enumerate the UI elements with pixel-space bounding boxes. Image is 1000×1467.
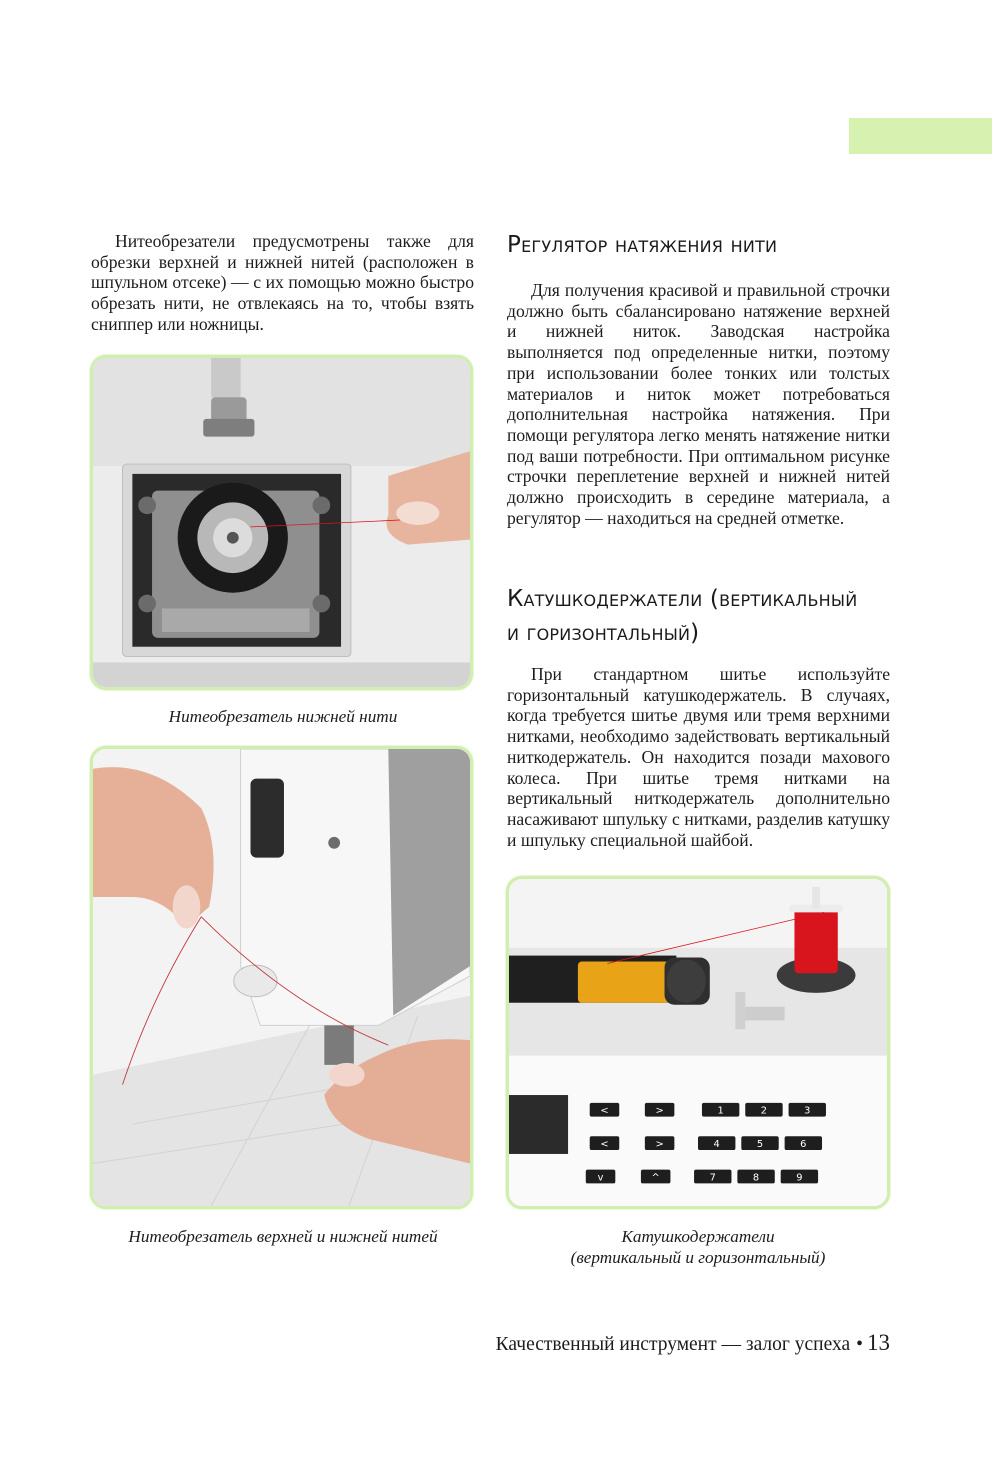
keypad-arrow-2-label: > — [655, 1105, 664, 1117]
spool-holders-paragraph: При стандартном шитье используйте горизонтальный катушкодержатель. В случаях, когда требуется шитье двумя или тремя верхними нитками, необходимо задействовать вертикальный ниткодержатель. Он находится позади махового колеса. При шитье тремя нитками на вертикальный ниткодержатель дополнительно насаживают шпульку с нитками, разделив катушку и шпульку специальной шайбой. — [507, 664, 890, 850]
keypad-arrow-1-label: < — [600, 1105, 609, 1117]
tension-paragraph: Для получения красивой и правильной строчки должно быть сбалансировано натяжение верхней и нижней ниток. Заводская настройка выполняется под определенные нитки, поэтому при использовании более тонких или толстых материалов и ниток может потребоваться дополнительная настройка натяжения. При помощи регулятора легко менять натяжение нитки под ваши потребности. При оптимальном рисунке строчки переплетение верхней и нижней нитей должно происходить в середине материала, а регулятор — находиться на средней отметке. — [507, 280, 890, 528]
caption-line-2: (вертикальный и горизонтальный) — [570, 1248, 826, 1267]
keypad-arrow-3-label: < — [600, 1139, 609, 1151]
keypad-digit-2-label: 2 — [760, 1105, 768, 1117]
running-title: Качественный инструмент — залог успеха — [495, 1334, 851, 1355]
section-heading-tension: Регулятор натяжения нити — [507, 232, 778, 258]
keypad-digit-7-label: 7 — [709, 1172, 716, 1184]
keypad-digit-3-label: 3 — [804, 1105, 811, 1117]
caption-upper-lower-cutter: Нитеобрезатель верхней и нижней нитей — [128, 1227, 438, 1246]
keypad-arrow-6-label: ^ — [651, 1172, 660, 1184]
photo-upper-lower-thread-cutter — [90, 746, 473, 1209]
keypad-digit-9-label: 9 — [796, 1172, 803, 1184]
keypad-digit-5-label: 5 — [756, 1139, 764, 1151]
intro-paragraph: Нитеобрезатели предусмотрены также для обрезки верхней и нижней нитей (расположен в шпульном отсеке) — с их помощью можно быстро обрезать нити, не отвлекаясь на то, чтобы взять сниппер или ножницы. — [91, 231, 474, 334]
page-number: 13 — [867, 1330, 890, 1355]
keypad-arrow-5-label: v — [597, 1172, 604, 1184]
section-heading-spool-holders — [507, 582, 907, 650]
footer-bullet: • — [856, 1334, 863, 1355]
heading-line-1: Катушкодержатели (вертикальный — [507, 586, 858, 612]
keypad-digit-8-label: 8 — [752, 1172, 760, 1184]
photo-bobbin-thread-cutter — [90, 355, 473, 690]
keypad-arrow-4-label: > — [655, 1139, 664, 1151]
page-footer — [496, 1330, 890, 1356]
keypad-digit-1-label: 1 — [717, 1105, 724, 1117]
keypad-digit-4-label: 4 — [713, 1139, 720, 1151]
heading-line-2: и горизонтальный) — [507, 620, 700, 646]
caption-line-1: Катушкодержатели — [621, 1227, 775, 1246]
chapter-tab-marker — [849, 118, 992, 154]
keypad-digit-6-label: 6 — [800, 1139, 807, 1151]
caption-bobbin-cutter: Нитеобрезатель нижней нити — [168, 707, 398, 726]
photo-spool-holders — [506, 876, 890, 1209]
caption-spool-holders — [506, 1226, 890, 1268]
